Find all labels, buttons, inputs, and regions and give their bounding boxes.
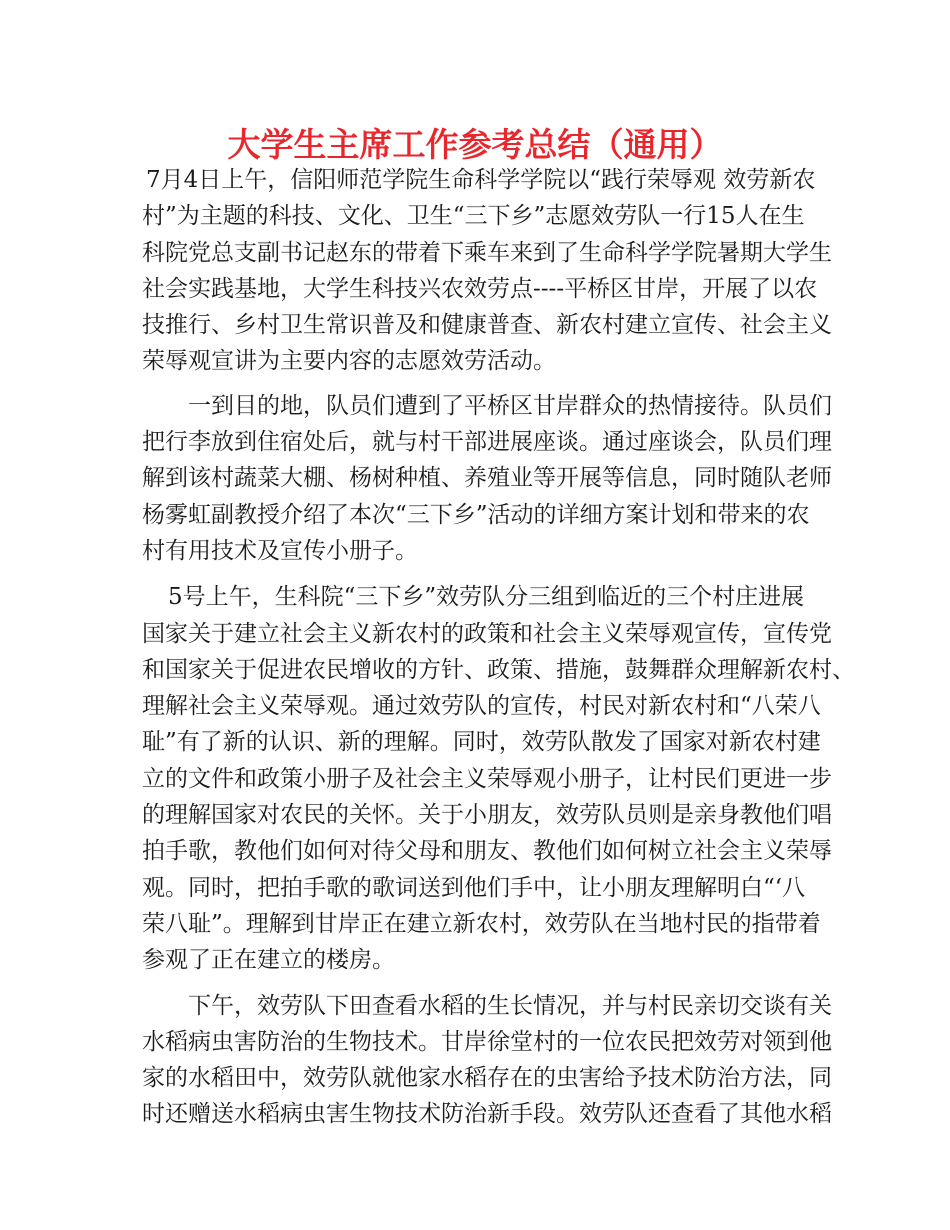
paragraph	[142, 579, 855, 978]
text-line: 下午，效劳队下田查看水稻的生长情况，并与村民亲切交谈有关	[188, 992, 832, 1019]
text-line: 时还赠送水稻病虫害生物技术防治新手段。效劳队还查看了其他水稻	[142, 1101, 832, 1128]
text-line: 水稻病虫害防治的生物技术。甘岸徐堂村的一位农民把效劳对领到他	[142, 1028, 832, 1055]
text-line: 荣辱观宣讲为主要内容的志愿效劳活动。	[142, 348, 556, 375]
text-line: 耻”有了新的认识、新的理解。同时，效劳队散发了国家对新农村建	[142, 729, 821, 756]
text-line: 技推行、乡村卫生常识普及和健康普查、新农村建立宣传、社会主义	[142, 312, 832, 339]
text-line: 社会实践基地，大学生科技兴农效劳点----平桥区甘岸，开展了以农	[142, 275, 818, 302]
text-line: 荣八耻”。理解到甘岸正在建立新农村，效劳队在当地村民的指带着	[142, 910, 821, 937]
text-line: 5号上午，生科院“三下乡”效劳队分三组到临近的三个村庄进展	[168, 584, 805, 611]
text-line: 拍手歌，教他们如何对待父母和朋友、教他们如何树立社会主义荣辱	[142, 838, 832, 865]
text-line: 解到该村蔬菜大棚、杨树种植、养殖业等开展等信息，同时随队老师	[142, 465, 832, 492]
text-line: 村”为主题的科技、文化、卫生“三下乡”志愿效劳队一行15人在生	[142, 203, 805, 230]
paragraph	[142, 388, 832, 569]
text-line: 杨雾虹副教授介绍了本次“三下乡”活动的详细方案计划和带来的农	[142, 501, 810, 528]
text-line: 家的水稻田中，效劳队就他家水稻存在的虫害给予技术防治方法，同	[142, 1065, 832, 1092]
text-line: 一到目的地，队员们遭到了平桥区甘岸群众的热情接待。队员们	[188, 392, 832, 419]
paragraph	[142, 988, 832, 1133]
text-line: 国家关于建立社会主义新农村的政策和社会主义荣辱观宣传，宣传党	[142, 620, 832, 647]
text-line: 观。同时，把拍手歌的歌词送到他们手中，让小朋友理解明白“‘八	[142, 874, 806, 901]
document-body	[142, 162, 855, 1133]
text-line: 理解社会主义荣辱观。通过效劳队的宣传，村民对新农村和“八荣八	[142, 693, 821, 720]
text-line: 把行李放到住宿处后，就与村干部进展座谈。通过座谈会，队员们理	[142, 429, 832, 456]
text-line: 的理解国家对农民的关怀。关于小朋友，效劳队员则是亲身教他们唱	[142, 802, 832, 829]
text-line: 村有用技术及宣传小册子。	[142, 537, 418, 564]
text-line: 科院党总支副书记赵东的带着下乘车来到了生命科学学院暑期大学生	[142, 239, 832, 266]
text-line: 立的文件和政策小册子及社会主义荣辱观小册子，让村民们更进一步	[142, 765, 832, 792]
text-line: 和国家关于促进农民增收的方针、政策、措施，鼓舞群众理解新农村、	[142, 656, 855, 683]
paragraph	[142, 162, 832, 380]
text-line: 参观了正在建立的楼房。	[142, 947, 395, 974]
document-title: 大学生主席工作参考总结（通用）	[227, 125, 723, 164]
text-line: 7月4日上午，信阳师范学院生命科学学院以“践行荣辱观 效劳新农	[146, 167, 816, 193]
